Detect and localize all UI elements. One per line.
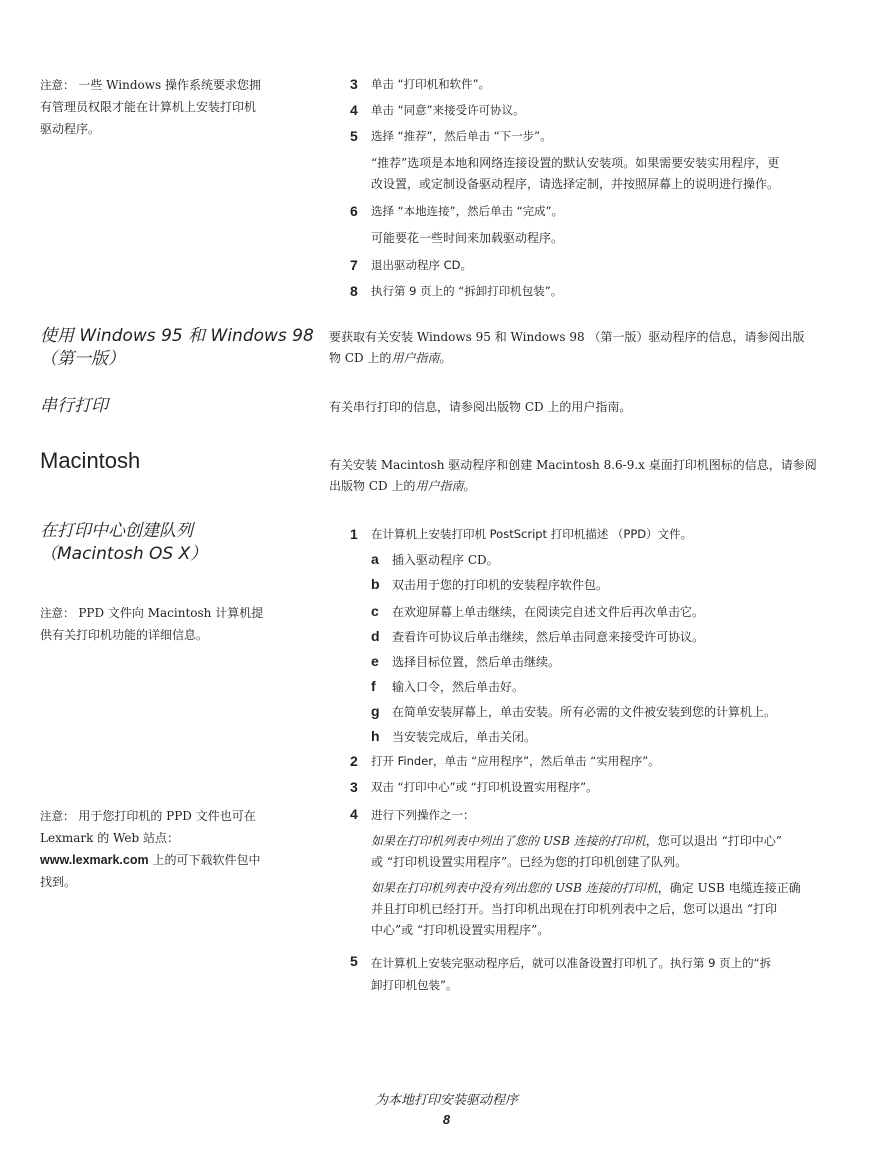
step-text: 进行下列操作之一： bbox=[371, 808, 475, 822]
para-line: 有关安装 Macintosh 驱动程序和创建 Macintosh 8.6-9.x 桌面打印机图标的信息，请参阅 bbox=[329, 458, 817, 472]
para-macintosh bbox=[329, 455, 839, 497]
para-win9598 bbox=[329, 327, 839, 369]
substep-letter: f bbox=[371, 678, 376, 694]
step-detail: 可能要花一些时间来加载驱动程序。 bbox=[371, 231, 564, 245]
substep-text bbox=[392, 627, 704, 647]
step-number: 3 bbox=[350, 779, 358, 795]
condition-text: 如果在打印机列表中列出了您的 USB 连接的打印机 bbox=[371, 834, 646, 848]
step-text: 执行第 9 页上的 “拆卸打印机包装”。 bbox=[371, 284, 563, 298]
step-number: 8 bbox=[350, 283, 358, 299]
text: 或 “打印机设置实用程序”。已经为您的打印机创建了队列。 bbox=[371, 855, 688, 869]
footer-title: 为本地打印安装驱动程序 bbox=[374, 1093, 518, 1108]
step-text: 选择 “本地连接”，然后单击 “完成”。 bbox=[371, 204, 564, 218]
text: 。 bbox=[463, 479, 476, 493]
text: ，并按照屏幕上的说明进行操作。 bbox=[599, 177, 780, 191]
text: 来接受许可协议。 bbox=[608, 630, 705, 644]
step-number: 5 bbox=[350, 953, 358, 969]
substep-letter: b bbox=[371, 576, 380, 592]
step-text: 单击 “打印机和软件”。 bbox=[371, 77, 491, 91]
text: ，然后单击 bbox=[524, 630, 585, 644]
step-number: 4 bbox=[350, 102, 358, 118]
page-number: 8 bbox=[442, 1112, 451, 1127]
step-number: 5 bbox=[350, 128, 358, 144]
ui-term: 好 bbox=[500, 680, 513, 694]
para-line bbox=[329, 348, 839, 369]
substep-text bbox=[392, 575, 608, 595]
heading-line: 使用 Windows 95 和 Windows 98 bbox=[40, 326, 314, 346]
heading-win9598 bbox=[40, 325, 320, 371]
substep-letter: c bbox=[371, 603, 379, 619]
text: 改设置，或定制设备驱动程序，请选择 bbox=[371, 177, 576, 191]
text: 选择目标位置，然后单击 bbox=[392, 655, 525, 669]
step-text: 在计算机上安装打印机 PostScript 打印机描述 （PPD）文件。 bbox=[371, 527, 693, 541]
substep-text bbox=[392, 652, 560, 672]
step-number: 1 bbox=[350, 526, 358, 542]
text: 。 bbox=[512, 680, 525, 694]
substep-letter: g bbox=[371, 703, 380, 719]
note-text: Lexmark 的 Web 站点： bbox=[40, 831, 179, 845]
doc-title: 用户指南 bbox=[391, 351, 440, 365]
text: 在简单安装屏幕上，单击 bbox=[392, 705, 525, 719]
text: 。 bbox=[439, 351, 452, 365]
ui-term: 安装 bbox=[524, 705, 549, 719]
note-text: PPD 文件向 Macintosh 计算机提 bbox=[78, 606, 264, 620]
text: 输入口令，然后单击 bbox=[392, 680, 501, 694]
note-label: 注意： bbox=[40, 606, 75, 620]
text: 并且打印机已经打开。当打印机出现在打印机列表中之后，您可以退出 “打印 bbox=[371, 902, 777, 916]
para-line bbox=[329, 476, 839, 497]
substep-letter: d bbox=[371, 628, 380, 644]
para-serial: 有关串行打印的信息，请参阅出版物 CD 上的用户指南。 bbox=[329, 400, 632, 414]
doc-title: 用户指南 bbox=[415, 479, 464, 493]
text: 当安装完成后，单击 bbox=[392, 730, 501, 744]
note-ppd-file bbox=[40, 602, 300, 646]
step-number: 6 bbox=[350, 203, 358, 219]
ui-term: 同意 bbox=[584, 630, 609, 644]
detail-line bbox=[371, 174, 831, 195]
text: 卸打印机包装”。 bbox=[371, 978, 458, 992]
text: 双击用于您的打印机的安装程序软件包。 bbox=[392, 578, 609, 592]
heading-line: （Macintosh OS X） bbox=[40, 544, 208, 564]
note-text: 上的可下载软件包中 bbox=[148, 853, 261, 867]
text: 物 CD 上的 bbox=[329, 351, 392, 365]
text: 中心”或 “打印机设置实用程序”。 bbox=[371, 923, 550, 937]
substep-text bbox=[392, 702, 776, 722]
heading-line: 在打印中心创建队列 bbox=[40, 521, 193, 541]
text: 。 bbox=[548, 655, 561, 669]
note-ppd-website bbox=[40, 805, 310, 893]
step-number: 4 bbox=[350, 806, 358, 822]
ui-term: 继续 bbox=[488, 605, 513, 619]
note-text: 供有关打印机功能的详细信息。 bbox=[40, 628, 209, 642]
text: ，您可以退出 “打印中心” bbox=[645, 834, 782, 848]
text: ，在阅读完自述文件后再次单击它。 bbox=[512, 605, 705, 619]
heading-osx-queue bbox=[40, 520, 320, 566]
note-text: 驱动程序。 bbox=[40, 122, 101, 136]
step-text: 选择 “推荐”，然后单击 “下一步”。 bbox=[371, 129, 552, 143]
text: 。 bbox=[524, 730, 537, 744]
step-text: 单击 “同意”来接受许可协议。 bbox=[371, 103, 525, 117]
note-text: 找到。 bbox=[40, 875, 77, 889]
step-text: 退出驱动程序 CD。 bbox=[371, 258, 473, 272]
ui-term: 关闭 bbox=[500, 730, 525, 744]
substep-text bbox=[392, 602, 704, 622]
step-number: 2 bbox=[350, 753, 358, 769]
step-text: 打开 Finder，单击 “应用程序”，然后单击 “实用程序”。 bbox=[371, 754, 660, 768]
substep-letter: a bbox=[371, 551, 379, 567]
text: 在欢迎屏幕上单击 bbox=[392, 605, 489, 619]
heading-macintosh: Macintosh bbox=[40, 448, 141, 473]
note-text: 有管理员权限才能在计算机上安装打印机 bbox=[40, 100, 257, 114]
text: 查看许可协议后单击 bbox=[392, 630, 501, 644]
note-text: 一些 Windows 操作系统要求您拥 bbox=[78, 78, 261, 92]
heading-serial: 串行打印 bbox=[40, 396, 108, 416]
substep-text bbox=[392, 550, 499, 570]
para-line: 要获取有关安装 Windows 95 和 Windows 98 （第一版）驱动程序的信息，请参阅出版 bbox=[329, 330, 805, 344]
substep-letter: e bbox=[371, 653, 379, 669]
lexmark-url: www.lexmark.com bbox=[40, 853, 149, 867]
note-label: 注意： bbox=[40, 809, 75, 823]
step-option-not-listed bbox=[371, 878, 841, 941]
note-admin-rights bbox=[40, 74, 300, 140]
text: 出版物 CD 上的 bbox=[329, 479, 416, 493]
step-option-listed bbox=[371, 831, 841, 873]
text: 在计算机上安装完驱动程序后，就可以准备设置打印机了。执行第 9 页上的“拆 bbox=[371, 956, 772, 970]
heading-line: （第一版） bbox=[40, 349, 125, 369]
text: ，确定 USB 电缆连接正确 bbox=[657, 881, 801, 895]
note-text: 用于您打印机的 PPD 文件也可在 bbox=[78, 809, 256, 823]
text: 插入驱动程序 CD。 bbox=[392, 553, 499, 567]
detail-line: “推荐”选项是本地和网络连接设置的默认安装项。如果需要安装实用程序，更 bbox=[371, 156, 780, 170]
substep-letter: h bbox=[371, 728, 380, 744]
step-number: 3 bbox=[350, 76, 358, 92]
text: 。所有必需的文件被安装到您的计算机上。 bbox=[548, 705, 777, 719]
condition-text: 如果在打印机列表中没有列出您的 USB 连接的打印机 bbox=[371, 881, 658, 895]
substep-text bbox=[392, 677, 524, 697]
substep-text bbox=[392, 727, 536, 747]
step-text bbox=[371, 952, 841, 996]
note-label: 注意： bbox=[40, 78, 75, 92]
step-number: 7 bbox=[350, 257, 358, 273]
step-text: 双击 “打印中心”或 “打印机设置实用程序”。 bbox=[371, 780, 598, 794]
ui-term: 继续 bbox=[524, 655, 549, 669]
ui-term: 继续 bbox=[500, 630, 525, 644]
step-detail bbox=[371, 153, 831, 195]
ui-term: 定制 bbox=[575, 177, 600, 191]
